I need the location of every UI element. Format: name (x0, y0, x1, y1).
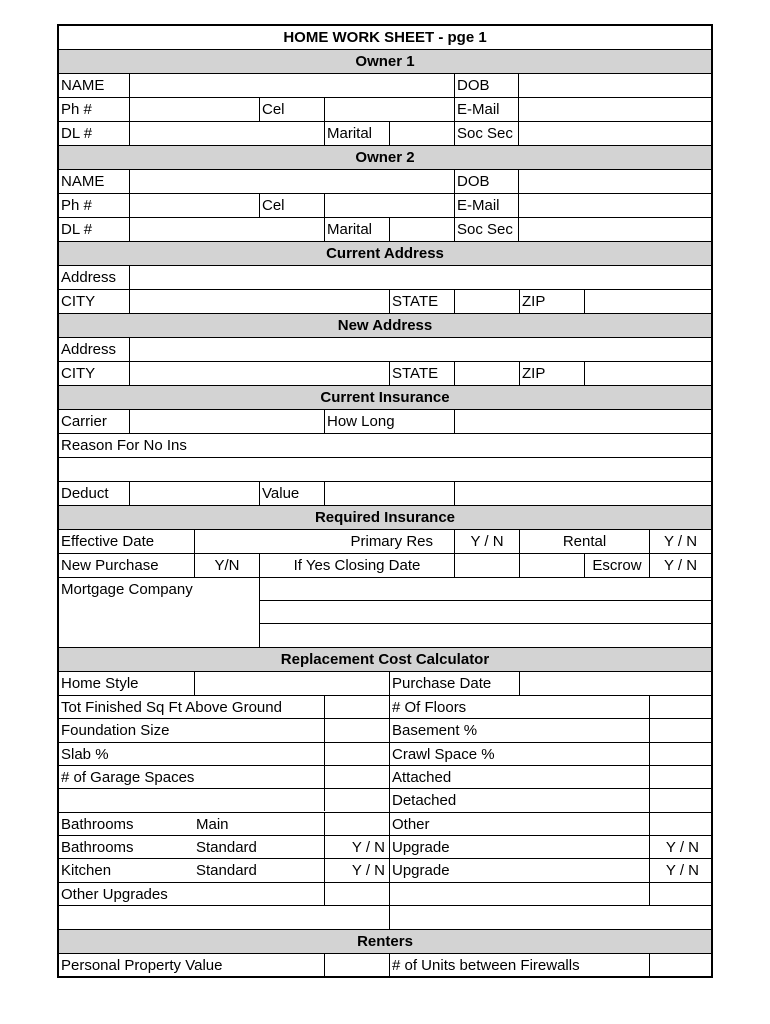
escrow-label: Escrow (592, 557, 642, 574)
current-address-label: Address (61, 269, 117, 286)
mortgage-company-field[interactable] (260, 578, 711, 647)
new-zip-field[interactable] (585, 362, 711, 385)
slab-label: Slab % (61, 746, 109, 763)
owner1-email-field[interactable] (519, 98, 711, 121)
owner2-email-label: E-Mail (457, 197, 500, 214)
other-label: Other (392, 816, 430, 833)
mortgage-company-label: Mortgage Company (61, 581, 193, 598)
bathrooms-standard-label: Bathrooms (61, 839, 134, 856)
row-divider (59, 49, 711, 50)
carrier-label: Carrier (61, 413, 107, 430)
owner2-cel-label: Cel (262, 197, 285, 214)
worksheet-table (57, 24, 713, 978)
standard-label-1: Standard (196, 839, 257, 856)
owner2-cel-field[interactable] (325, 194, 454, 217)
owner2-phone-field[interactable] (130, 194, 259, 217)
deduct-field[interactable] (130, 482, 259, 505)
primary-res-yn[interactable]: Y / N (470, 533, 504, 550)
new-city-label: CITY (61, 365, 96, 382)
new-state-label: STATE (392, 365, 439, 382)
crawl-label: Crawl Space % (392, 746, 495, 763)
other-upgrades-label: Other Upgrades (61, 886, 168, 903)
detached-field[interactable] (650, 789, 711, 812)
effective-date-label: Effective Date (61, 533, 155, 550)
personal-property-field[interactable] (325, 954, 389, 976)
new-address-label: Address (61, 341, 117, 358)
floors-field[interactable] (650, 696, 711, 718)
current-insurance-header: Current Insurance (59, 386, 711, 410)
current-state-label: STATE (392, 293, 439, 310)
current-address-header: Current Address (59, 242, 711, 266)
kitchen-standard-yn[interactable]: Y / N (351, 862, 385, 879)
new-address-field[interactable] (130, 338, 711, 361)
purchase-date-field[interactable] (520, 672, 711, 695)
row-divider (59, 241, 711, 242)
sq-ft-label: Tot Finished Sq Ft Above Ground (61, 699, 282, 716)
home-style-field[interactable] (195, 672, 389, 695)
owner2-ssn-field[interactable] (519, 218, 711, 241)
current-address-field[interactable] (130, 266, 711, 289)
rental-yn[interactable]: Y / N (663, 533, 698, 550)
owner2-dl-field[interactable] (130, 218, 324, 241)
owner2-dob-field[interactable] (519, 170, 711, 193)
value-label: Value (262, 485, 300, 502)
owner2-marital-field[interactable] (390, 218, 454, 241)
units-firewalls-label: # of Units between Firewalls (392, 957, 580, 974)
basement-field[interactable] (650, 719, 711, 742)
foundation-label: Foundation Size (61, 722, 170, 739)
kitchen-upgrade-yn[interactable]: Y / N (665, 862, 699, 879)
other-upgrades-field[interactable] (59, 906, 711, 929)
basement-label: Basement % (392, 722, 478, 739)
new-purchase-label: New Purchase (61, 557, 159, 574)
owner1-dl-label: DL # (61, 125, 93, 142)
crawl-field[interactable] (650, 743, 711, 765)
value-field[interactable] (325, 482, 454, 505)
new-purchase-yn[interactable]: Y/N (214, 557, 240, 574)
main-label: Main (196, 816, 229, 833)
new-address-header: New Address (59, 314, 711, 338)
owner1-cel-label: Cel (262, 101, 285, 118)
reason-no-ins-field[interactable] (59, 458, 711, 481)
garage-field[interactable] (325, 766, 389, 788)
owner2-name-field[interactable] (130, 170, 455, 193)
owner1-phone-field[interactable] (130, 98, 259, 121)
owner1-ssn-field[interactable] (519, 122, 711, 145)
row-divider (59, 929, 711, 930)
required-insurance-header: Required Insurance (59, 506, 711, 530)
upgrade-label-1: Upgrade (392, 839, 450, 856)
owner1-name-field[interactable] (130, 74, 455, 97)
how-long-label: How Long (327, 413, 395, 430)
detached-label: Detached (392, 792, 457, 809)
how-long-field[interactable] (455, 410, 711, 433)
bathrooms-main-label: Bathrooms (61, 816, 134, 833)
owner1-cel-field[interactable] (325, 98, 454, 121)
carrier-field[interactable] (130, 410, 324, 433)
owner2-header: Owner 2 (59, 146, 711, 170)
units-firewalls-field[interactable] (650, 954, 711, 976)
attached-field[interactable] (650, 766, 711, 788)
row-divider (59, 313, 711, 314)
current-city-label: CITY (61, 293, 96, 310)
owner1-email-label: E-Mail (457, 101, 500, 118)
closing-date-label: If Yes Closing Date (293, 557, 421, 574)
owner1-dob-field[interactable] (519, 74, 711, 97)
new-zip-label: ZIP (522, 365, 546, 382)
owner1-phone-label: Ph # (61, 101, 92, 118)
row-divider (59, 385, 711, 386)
row-divider (59, 145, 711, 146)
row-divider (59, 505, 711, 506)
attached-label: Attached (392, 769, 452, 786)
new-city-field[interactable] (130, 362, 389, 385)
owner1-dob-label: DOB (457, 77, 490, 94)
owner2-dob-label: DOB (457, 173, 490, 190)
floors-label: # Of Floors (392, 699, 467, 716)
home-style-label: Home Style (61, 675, 139, 692)
bathrooms-standard-yn[interactable]: Y / N (351, 839, 385, 856)
owner2-email-field[interactable] (519, 194, 711, 217)
upgrade-label-2: Upgrade (392, 862, 450, 879)
garage-label: # of Garage Spaces (61, 769, 195, 786)
replacement-cost-header: Replacement Cost Calculator (59, 648, 711, 672)
current-city-field[interactable] (130, 290, 389, 313)
owner2-dl-label: DL # (61, 221, 93, 238)
kitchen-label: Kitchen (61, 862, 112, 879)
col-divider (454, 482, 455, 506)
owner1-header: Owner 1 (59, 50, 711, 74)
effective-date-field[interactable] (195, 530, 324, 553)
personal-property-label: Personal Property Value (61, 957, 223, 974)
current-zip-label: ZIP (522, 293, 546, 310)
primary-res-label: Primary Res (350, 533, 433, 550)
other-field[interactable] (650, 813, 711, 835)
owner1-dl-field[interactable] (130, 122, 324, 145)
slab-field[interactable] (325, 743, 389, 765)
owner1-marital-field[interactable] (390, 122, 454, 145)
renters-header: Renters (59, 930, 711, 954)
owner2-phone-label: Ph # (61, 197, 92, 214)
owner1-name-label: NAME (61, 77, 105, 94)
bathrooms-main-field[interactable] (325, 813, 389, 835)
new-state-field[interactable] (455, 362, 519, 385)
foundation-field[interactable] (325, 719, 389, 742)
owner1-marital-label: Marital (327, 125, 373, 142)
rental-label: Rental (562, 533, 607, 550)
owner1-ssn-label: Soc Sec (457, 125, 513, 142)
bathrooms-upgrade-yn[interactable]: Y / N (665, 839, 699, 856)
owner2-marital-label: Marital (327, 221, 373, 238)
escrow-yn[interactable]: Y / N (663, 557, 698, 574)
owner2-ssn-label: Soc Sec (457, 221, 513, 238)
page-title: HOME WORK SHEET - pge 1 (283, 29, 487, 46)
reason-no-ins-label: Reason For No Ins (61, 437, 187, 454)
purchase-date-label: Purchase Date (392, 675, 492, 692)
sq-ft-field[interactable] (325, 696, 389, 718)
standard-label-2: Standard (196, 862, 257, 879)
row-divider (59, 647, 711, 648)
current-zip-field[interactable] (585, 290, 711, 313)
closing-date-field[interactable] (455, 554, 584, 577)
current-state-field[interactable] (455, 290, 519, 313)
deduct-label: Deduct (61, 485, 109, 502)
owner2-name-label: NAME (61, 173, 105, 190)
